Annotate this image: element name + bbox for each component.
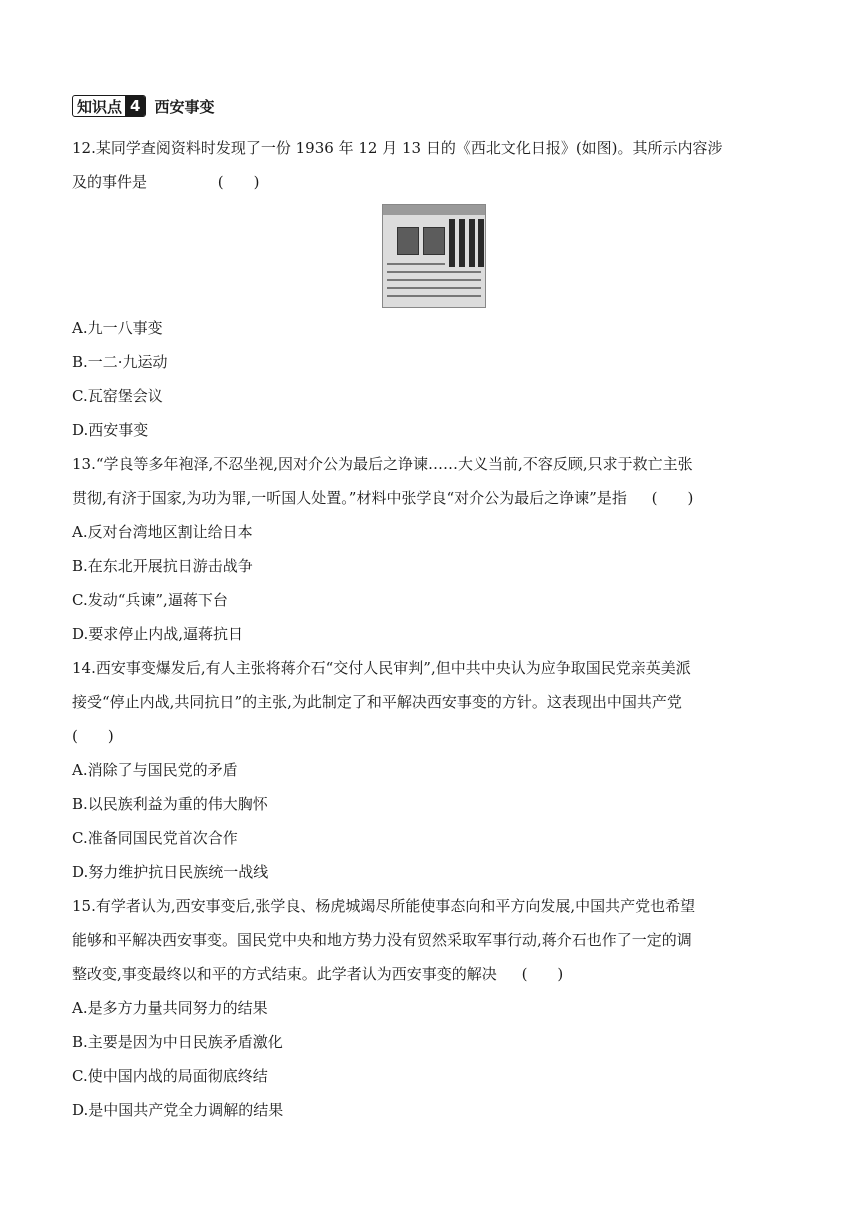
question-15-line-3: [72, 964, 792, 984]
badge-label: 知识点: [77, 97, 123, 116]
answer-paren: ( ): [217, 173, 260, 191]
newspaper-image: [382, 204, 486, 308]
question-13-option-b: B.在东北开展抗日游击战争: [72, 557, 253, 575]
question-14-option-d: D.努力维护抗日民族统一战线: [72, 863, 269, 881]
question-15-line-2: 能够和平解决西安事变。国民党中央和地方势力没有贸然采取军事行动,蒋介石也作了一定的调: [72, 931, 692, 949]
question-12-line-2: [72, 172, 792, 192]
question-13-option-c: C.发动“兵谏”,逼蒋下台: [72, 591, 228, 609]
question-15-line-3-text: 整改变,事变最终以和平的方式结束。此学者认为西安事变的解决: [72, 965, 497, 983]
section-title: 西安事变: [154, 97, 215, 116]
question-14-option-b: B.以民族利益为重的伟大胸怀: [72, 795, 268, 813]
question-14-option-a: A.消除了与国民党的矛盾: [72, 761, 238, 779]
question-13-line-1: 13.“学良等多年袍泽,不忍坐视,因对介公为最后之诤谏……大义当前,不容反顾,只求于救亡主张: [72, 455, 693, 473]
newspaper-masthead: [383, 205, 485, 215]
newspaper-photo-right: [423, 227, 445, 255]
newspaper-text-line: [387, 295, 481, 297]
newspaper-text-line: [387, 287, 481, 289]
newspaper-headline: [478, 219, 484, 267]
newspaper-text-line: [387, 271, 481, 273]
knowledge-point-badge: [72, 95, 146, 117]
newspaper-text-line: [387, 263, 445, 265]
section-header: [72, 94, 214, 118]
question-12-option-c: C.瓦窑堡会议: [72, 387, 163, 405]
answer-paren: ( ): [521, 965, 564, 983]
question-15-option-b: B.主要是因为中日民族矛盾激化: [72, 1033, 283, 1051]
newspaper-headline: [469, 219, 475, 267]
badge-number: 4: [125, 96, 145, 116]
question-14-line-1: 14.西安事变爆发后,有人主张将蒋介石“交付人民审判”,但中共中央认为应争取国民党亲英美派: [72, 659, 691, 677]
question-13-line-2: [72, 488, 792, 508]
question-15-line-1: 15.有学者认为,西安事变后,张学良、杨虎城竭尽所能使事态向和平方向发展,中国共产党也希望: [72, 897, 696, 915]
question-14-option-c: C.准备同国民党首次合作: [72, 829, 238, 847]
newspaper-photo-left: [397, 227, 419, 255]
answer-paren: ( ): [651, 489, 694, 507]
question-12-option-b: B.一二·九运动: [72, 353, 168, 371]
question-13-line-2-text: 贯彻,有济于国家,为功为罪,一听国人处置。”材料中张学良“对介公为最后之诤谏”是指: [72, 489, 627, 507]
question-14-line-2: 接受“停止内战,共同抗日”的主张,为此制定了和平解决西安事变的方针。这表现出中国共产党: [72, 693, 682, 711]
newspaper-text-line: [387, 279, 481, 281]
question-12-option-a: A.九一八事变: [72, 319, 163, 337]
question-15-option-c: C.使中国内战的局面彻底终结: [72, 1067, 268, 1085]
answer-paren: ( ): [72, 727, 114, 745]
question-12-option-d: D.西安事变: [72, 421, 149, 439]
question-15-option-d: D.是中国共产党全力调解的结果: [72, 1101, 284, 1119]
question-12-line-2-text: 及的事件是: [72, 173, 148, 191]
question-15-option-a: A.是多方力量共同努力的结果: [72, 999, 268, 1017]
question-13-option-d: D.要求停止内战,逼蒋抗日: [72, 625, 244, 643]
question-13-option-a: A.反对台湾地区割让给日本: [72, 523, 253, 541]
question-12-line-1: 12.某同学查阅资料时发现了一份 1936 年 12 月 13 日的《西北文化日报》(如图)。其所示内容涉: [72, 139, 723, 157]
question-14-line-3: [72, 726, 792, 746]
newspaper-headline: [459, 219, 465, 267]
newspaper-headline: [449, 219, 455, 267]
